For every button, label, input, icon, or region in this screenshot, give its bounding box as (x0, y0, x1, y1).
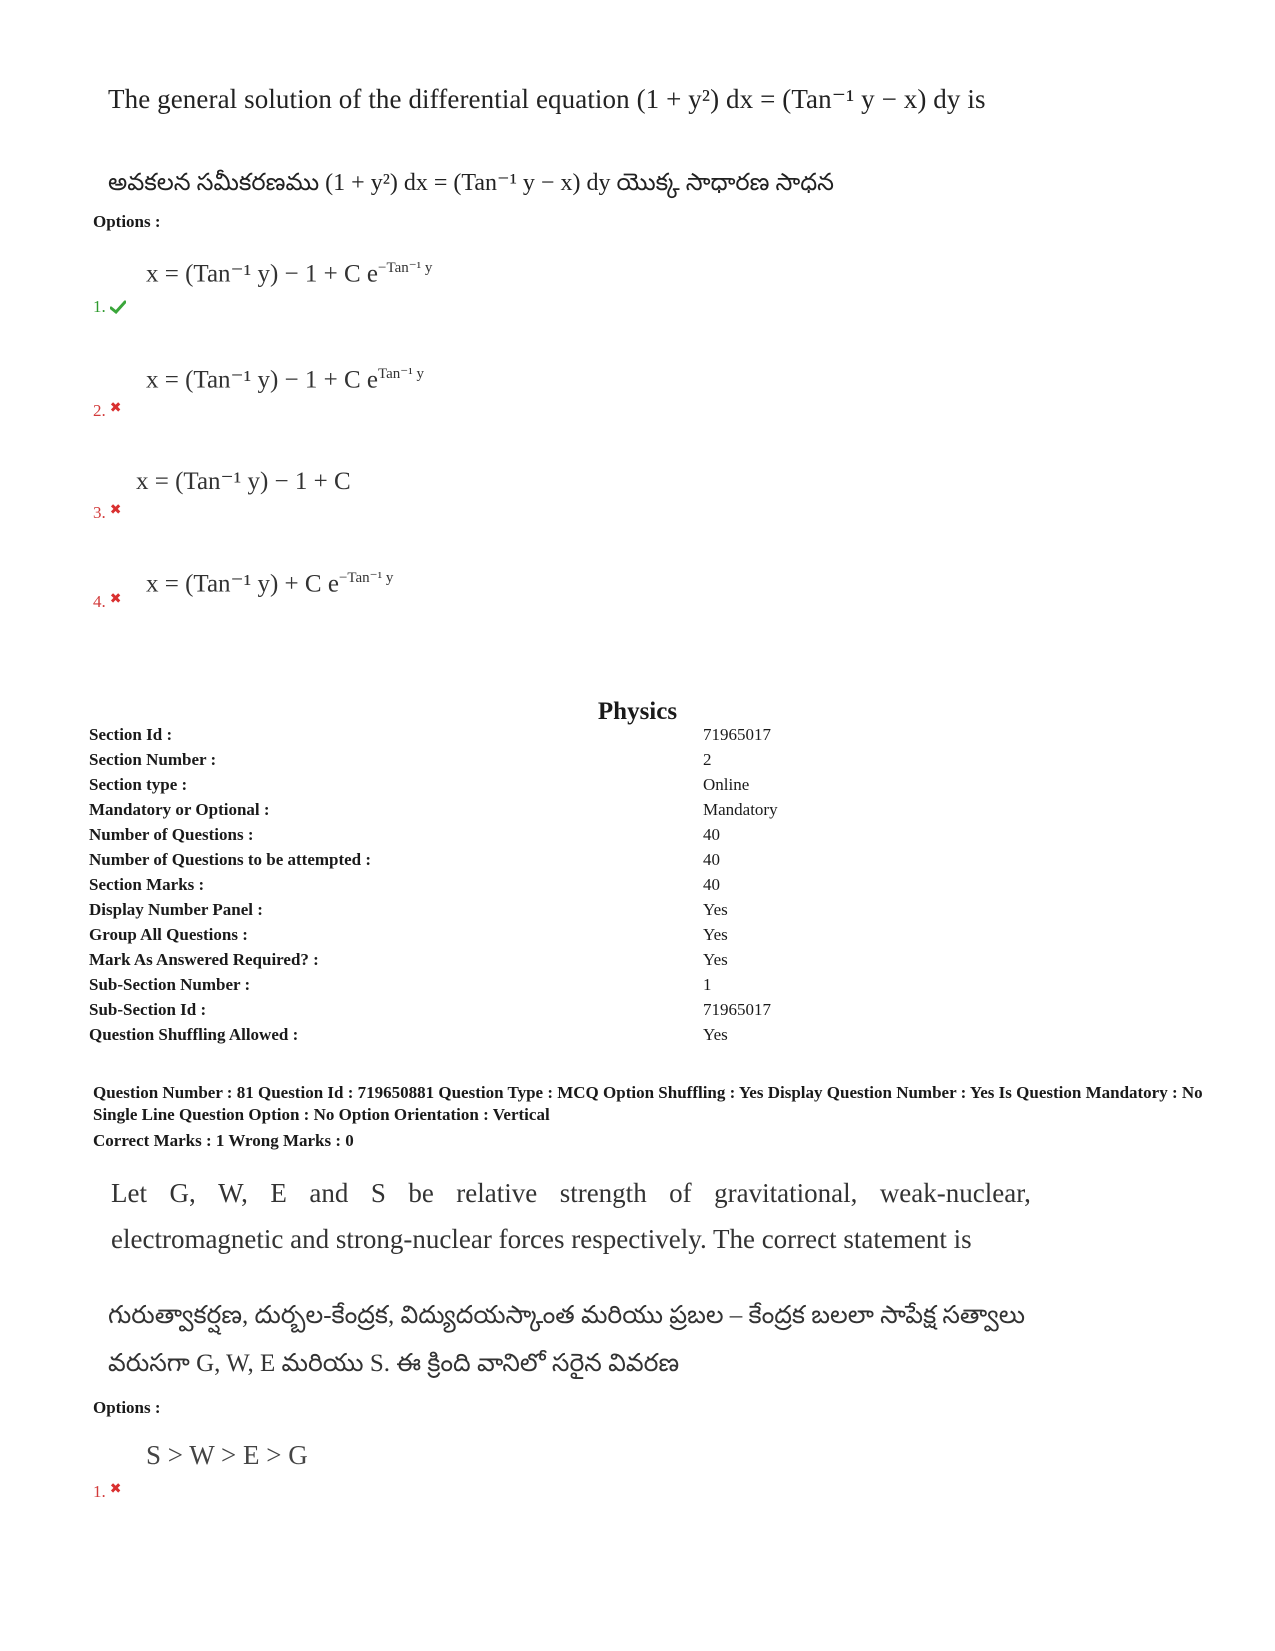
options-label: Options : (93, 212, 161, 231)
section-row-key: Group All Questions : (89, 925, 248, 944)
section-row-value: 1 (703, 975, 712, 994)
question-2-telugu-line-1: గురుత్వాకర్షణ, దుర్బల-కేంద్రక, విద్యుదయస్కాంత మరియు ప్రబల – కేంద్రక బలలా సాపేక్ష సత్వాలు (108, 1302, 1026, 1329)
cross-icon: ✖ (109, 591, 122, 607)
section-row-value: Yes (703, 1025, 728, 1044)
section-row-value: 40 (703, 850, 720, 869)
section-row-value: 71965017 (703, 725, 771, 744)
cross-icon: ✖ (109, 502, 122, 518)
section-row (89, 950, 1189, 975)
section-row-key: Mark As Answered Required? : (89, 950, 319, 969)
option-2[interactable] (93, 401, 121, 421)
question-2-word: weak-nuclear, (879, 1178, 1031, 1208)
option-1-formula-exponent: −Tan⁻¹ y (378, 260, 433, 276)
option-2-number: 2. (93, 401, 106, 420)
option-1[interactable] (93, 297, 126, 317)
question-2-text-line-2: electromagnetic and strong-nuclear forces respectively. The correct statement is (111, 1224, 972, 1254)
question-marks: Correct Marks : 1 Wrong Marks : 0 (93, 1131, 354, 1150)
question-2-word: E (270, 1178, 287, 1208)
section-row (89, 1025, 1189, 1050)
question-2-text-english (111, 1170, 1031, 1262)
option-3-formula (136, 466, 351, 496)
question-2-word: S (370, 1178, 386, 1208)
section-row-key: Question Shuffling Allowed : (89, 1025, 299, 1044)
section-row-key: Number of Questions : (89, 825, 254, 844)
option-1-formula-main: x = (Tan⁻¹ y) − 1 + C e (146, 260, 379, 288)
question-2-word: of (669, 1178, 692, 1208)
section-row (89, 725, 1189, 750)
section-title: Physics (597, 698, 678, 725)
section-row-key: Section Number : (89, 750, 217, 769)
option-1-formula (146, 258, 432, 288)
question-2-word: W, (218, 1178, 248, 1208)
section-row-value: Yes (703, 950, 728, 969)
option-3-formula-main: x = (Tan⁻¹ y) − 1 + C (136, 468, 351, 495)
question-metadata: Question Number : 81 Question Id : 719650881 Question Type : MCQ Option Shuffling : Yes Display Question Number : Yes Is Question Mandatory : No Single Line Question Option : No Option Orientation : Vertical (93, 1083, 1203, 1124)
section-row-key: Sub-Section Number : (89, 975, 251, 994)
section-row (89, 975, 1189, 1000)
section-row-key: Section type : (89, 775, 188, 794)
section-row-key: Section Marks : (89, 875, 205, 894)
option-2-formula-exponent: Tan⁻¹ y (378, 366, 424, 382)
section-row (89, 900, 1189, 925)
section-row-key: Sub-Section Id : (89, 1000, 207, 1019)
options-label: Options : (93, 1398, 161, 1417)
section-row (89, 775, 1189, 800)
section-row (89, 825, 1189, 850)
option-4-formula-exponent: −Tan⁻¹ y (338, 570, 394, 586)
question-2-word: strength (559, 1178, 647, 1208)
section-row-value: 71965017 (703, 1000, 771, 1019)
question-2-telugu-line-2: వరుసగా G, W, E మరియు S. ఈ క్రింది వానిలో సరైన వివరణ (108, 1350, 680, 1377)
section-row-key: Mandatory or Optional : (89, 800, 270, 819)
check-icon (110, 300, 126, 314)
option-4-number: 4. (93, 592, 106, 611)
question-2-word: relative (456, 1178, 538, 1208)
cross-icon: ✖ (109, 1481, 122, 1497)
option-1-number: 1. (93, 297, 106, 316)
section-row-value: Yes (703, 925, 728, 944)
option-3-number: 3. (93, 503, 106, 522)
section-row-value: 2 (703, 750, 712, 769)
question-2-text-telugu (108, 1292, 1048, 1388)
question-text-telugu: అవకలన సమీకరణము (1 + y²) dx = (Tan⁻¹ y − x) dy యొక్క సాధారణ సాధన (108, 170, 835, 196)
section-row (89, 875, 1189, 900)
section-row-value: 40 (703, 875, 720, 894)
section-row-key: Section Id : (89, 725, 173, 744)
q2-option-1[interactable] (93, 1482, 121, 1502)
section-row-value: Mandatory (703, 800, 778, 819)
section-row (89, 750, 1189, 775)
option-3[interactable] (93, 503, 121, 523)
section-row (89, 800, 1189, 825)
question-2-word: G, (169, 1178, 196, 1208)
cross-icon: ✖ (109, 400, 122, 416)
option-4-formula (146, 568, 393, 598)
option-2-formula-main: x = (Tan⁻¹ y) − 1 + C e (146, 366, 379, 394)
section-row-key: Display Number Panel : (89, 900, 263, 919)
section-row (89, 1000, 1189, 1025)
section-row-value: Yes (703, 900, 728, 919)
option-2-formula (146, 364, 424, 394)
q2-option-1-number: 1. (93, 1482, 106, 1501)
question-2-word: gravitational, (714, 1178, 858, 1208)
question-2-text-line-1 (111, 1170, 1031, 1216)
question-2-word: Let (111, 1178, 147, 1208)
option-4[interactable] (93, 592, 121, 612)
section-row (89, 850, 1189, 875)
question-2-word: be (408, 1178, 434, 1208)
question-text-english: The general solution of the differential equation (1 + y²) dx = (Tan⁻¹ y − x) dy is (108, 84, 986, 114)
q2-option-1-text: S > W > E > G (146, 1440, 308, 1470)
section-row-value: 40 (703, 825, 720, 844)
section-row (89, 925, 1189, 950)
option-4-formula-main: x = (Tan⁻¹ y) + C e (146, 570, 339, 598)
section-row-value: Online (703, 775, 750, 794)
section-row-key: Number of Questions to be attempted : (89, 850, 372, 869)
question-2-word: and (309, 1178, 349, 1208)
